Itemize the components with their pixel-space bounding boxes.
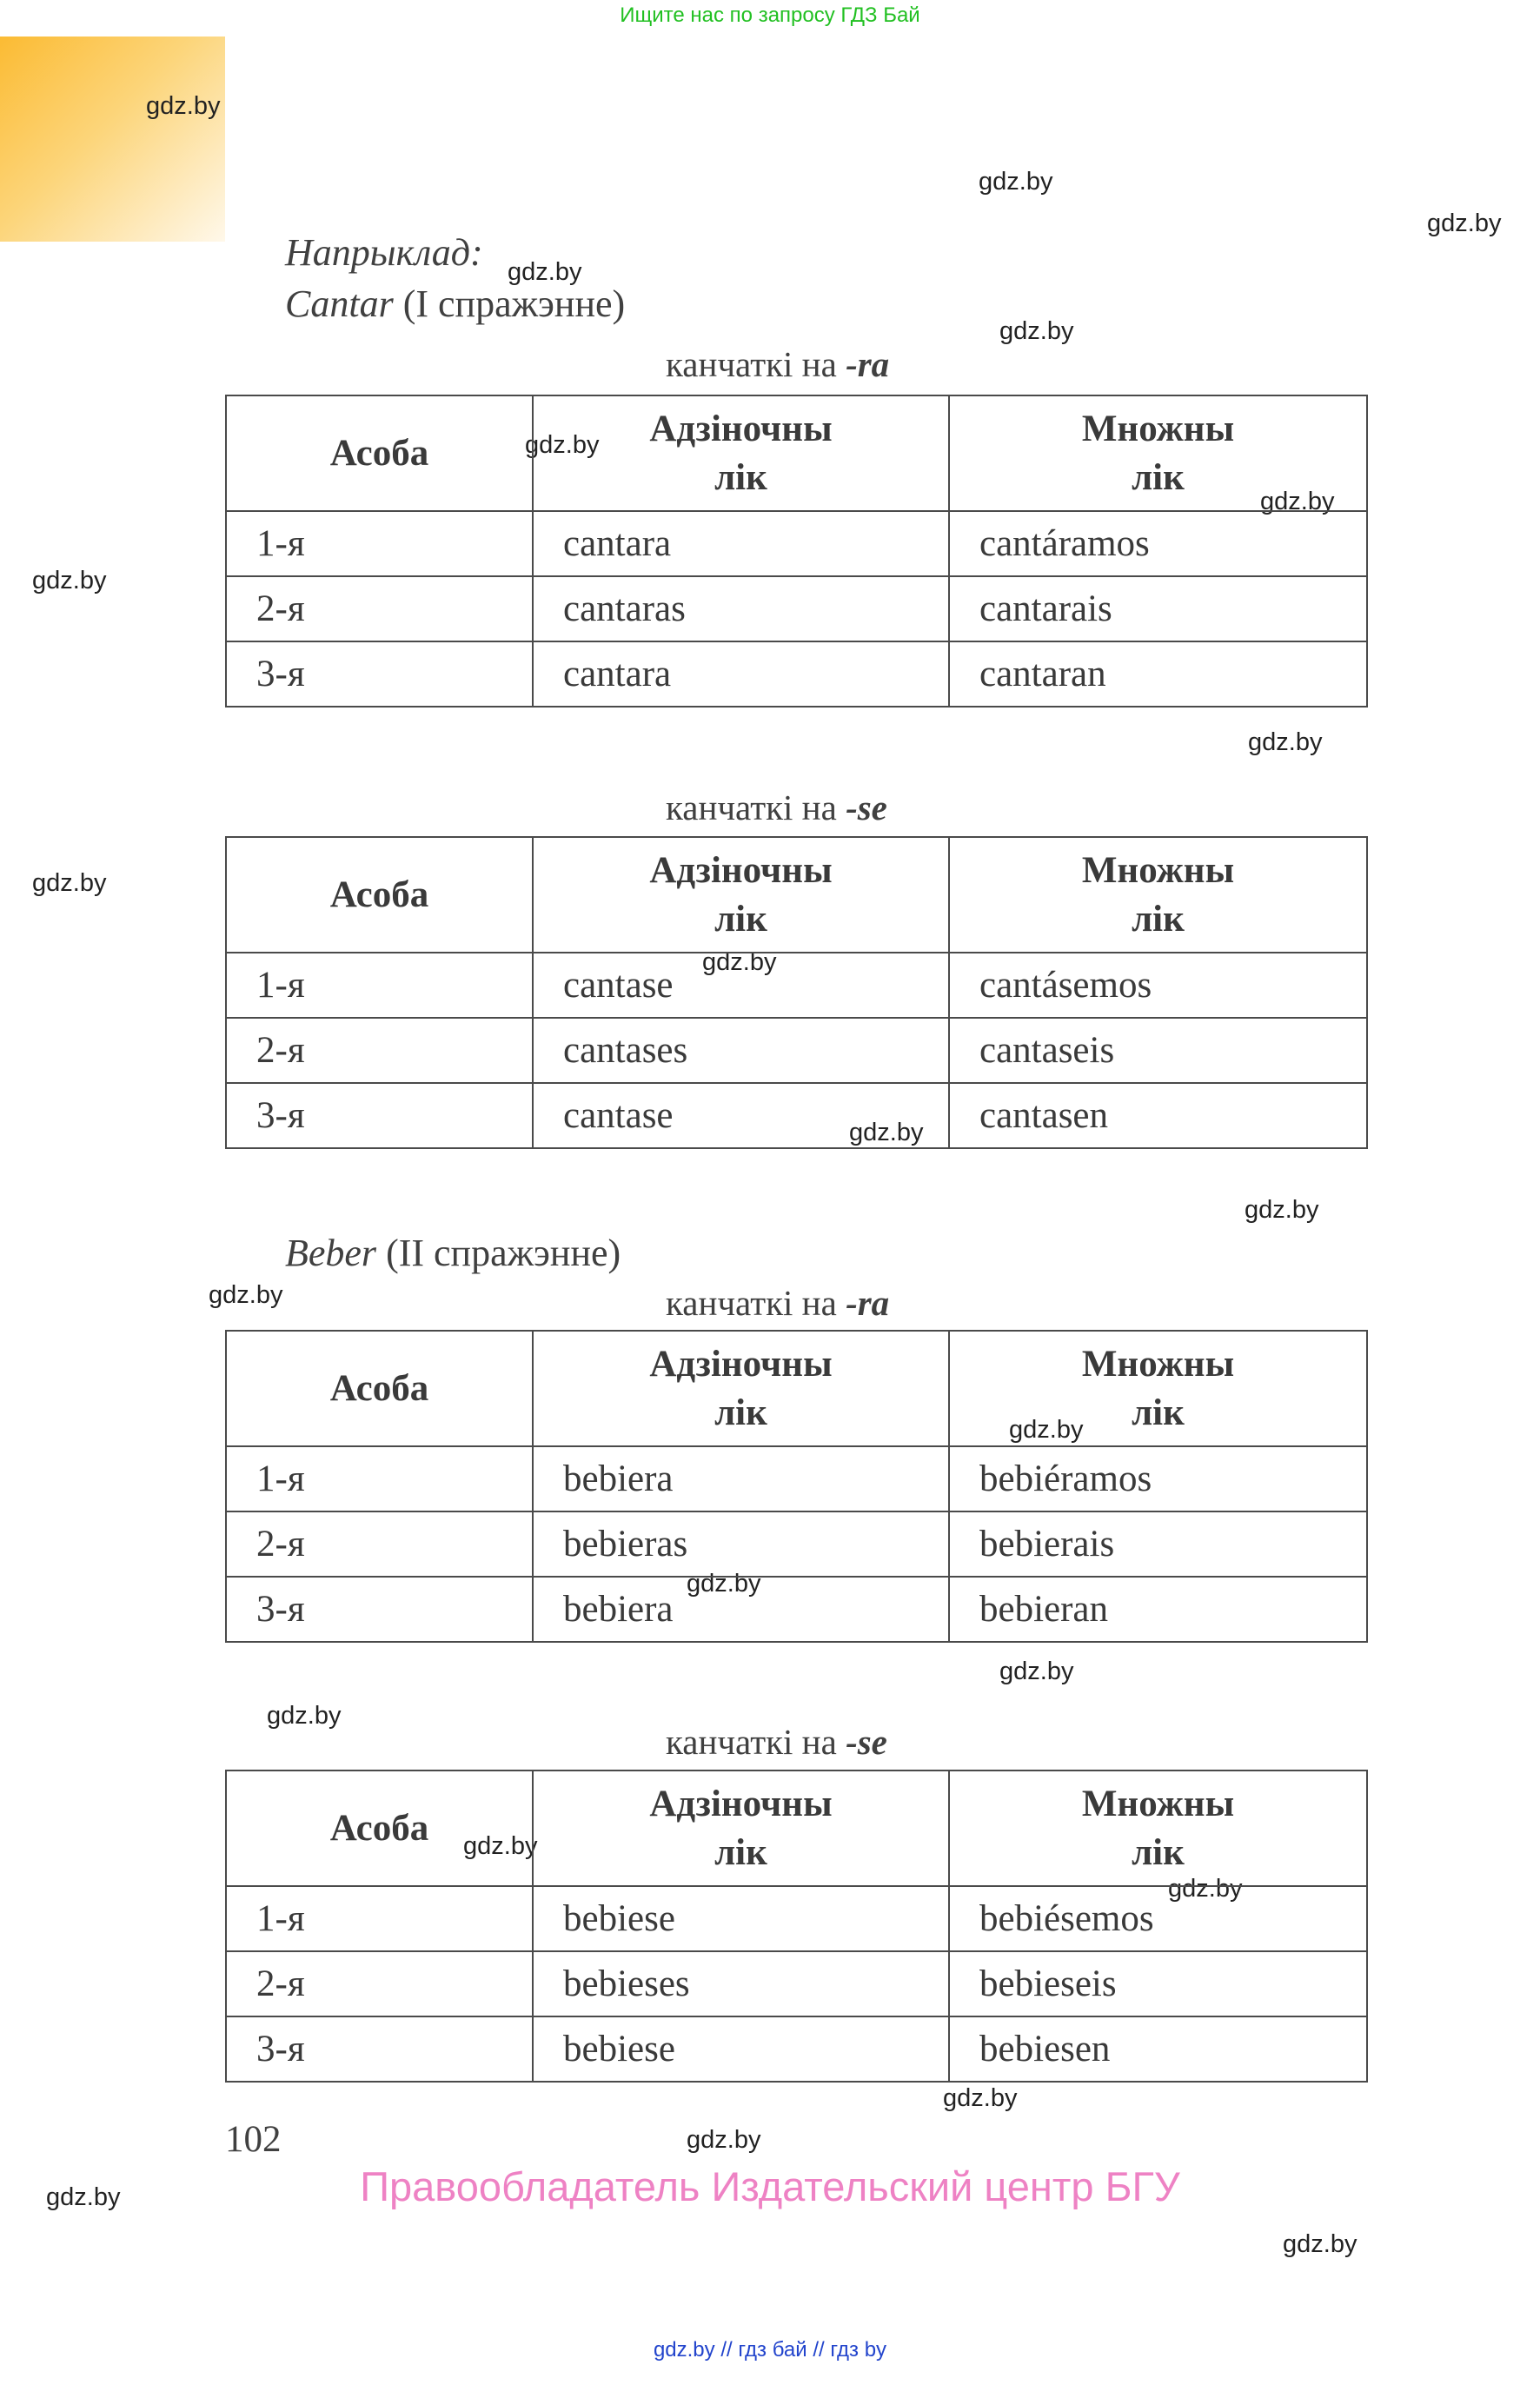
table-cell: cantaras <box>533 576 949 641</box>
table-row <box>226 1511 1367 1577</box>
table-row <box>226 1577 1367 1642</box>
table-cell: bebierais <box>949 1511 1367 1577</box>
table1-caption: канчаткі на -ra <box>666 344 890 384</box>
table-cell: cantásemos <box>949 953 1367 1018</box>
watermark: gdz.by <box>1248 728 1323 756</box>
watermark: gdz.by <box>463 1832 538 1860</box>
verb2-name: Beber <box>285 1232 377 1274</box>
verb2-conj: (II спражэнне) <box>386 1232 621 1274</box>
watermark: gdz.by <box>999 317 1074 345</box>
table-cell: 2-я <box>226 1511 533 1577</box>
watermark: gdz.by <box>508 258 582 286</box>
watermark: gdz.by <box>1427 209 1502 237</box>
table-cell: cantases <box>533 1018 949 1083</box>
table-row <box>226 1018 1367 1083</box>
verb1-name: Cantar <box>285 282 394 325</box>
table-cell: 1-я <box>226 1446 533 1511</box>
verb1-heading <box>285 282 625 326</box>
header-plural: Множны лік <box>949 837 1367 953</box>
table4-beber-se <box>225 1770 1368 2083</box>
table-cell: cantaran <box>949 641 1367 707</box>
table-cell: cantáramos <box>949 511 1367 576</box>
table-cell: 2-я <box>226 1951 533 2016</box>
table-cell: 3-я <box>226 641 533 707</box>
watermark: gdz.by <box>687 2126 761 2154</box>
table-row <box>226 953 1367 1018</box>
watermark: gdz.by <box>999 1658 1074 1685</box>
table-row <box>226 511 1367 576</box>
footer-separator: // <box>720 2338 733 2362</box>
table-cell: 1-я <box>226 953 533 1018</box>
table1-cantar-ra <box>225 395 1368 708</box>
watermark: gdz.by <box>32 869 107 897</box>
rights-holder: Правообладатель Издательский центр БГУ <box>360 2163 1180 2209</box>
header-singular: Адзіночны лік <box>533 395 949 511</box>
table-row <box>226 2016 1367 2082</box>
header-person: Асоба <box>226 1770 533 1886</box>
table-cell: cantara <box>533 641 949 707</box>
table2-cantar-se <box>225 836 1368 1149</box>
table-header-row <box>226 837 1367 953</box>
table-cell: bebieran <box>949 1577 1367 1642</box>
table-cell: cantase <box>533 953 949 1018</box>
verb2-heading <box>285 1231 621 1275</box>
header-plural: Множны лік <box>949 395 1367 511</box>
page-number: 102 <box>225 2119 282 2160</box>
table-cell: bebiesen <box>949 2016 1367 2082</box>
table3-caption: канчаткі на -ra <box>666 1283 890 1323</box>
table-cell: bebiese <box>533 2016 949 2082</box>
table-cell: 3-я <box>226 1577 533 1642</box>
header-person: Асоба <box>226 1331 533 1446</box>
table-cell: cantaseis <box>949 1018 1367 1083</box>
table-header-row <box>226 395 1367 511</box>
table-cell: bebiese <box>533 1886 949 1951</box>
table-cell: cantarais <box>949 576 1367 641</box>
header-singular: Адзіночны лік <box>533 837 949 953</box>
watermark: gdz.by <box>32 567 107 595</box>
table-row <box>226 1951 1367 2016</box>
footer-links <box>0 2338 1540 2362</box>
table-row <box>226 641 1367 707</box>
table-row <box>226 576 1367 641</box>
table-cell: 3-я <box>226 1083 533 1148</box>
table4-caption: канчаткі на -se <box>666 1722 887 1762</box>
table-cell: cantara <box>533 511 949 576</box>
table-cell: cantase <box>533 1083 949 1148</box>
top-note: Ищите нас по запросу ГДЗ Бай <box>620 3 920 27</box>
header-singular: Адзіночны лік <box>533 1331 949 1446</box>
table3-beber-ra <box>225 1330 1368 1643</box>
footer-link-gdz-by-cyr[interactable]: гдз by <box>830 2338 887 2362</box>
watermark: gdz.by <box>1283 2230 1357 2258</box>
table-cell: bebiera <box>533 1577 949 1642</box>
watermark: gdz.by <box>267 1702 342 1730</box>
watermark: gdz.by <box>849 1119 924 1146</box>
table-cell: bebieseis <box>949 1951 1367 2016</box>
table-cell: 1-я <box>226 511 533 576</box>
watermark: gdz.by <box>702 948 777 976</box>
table-cell: 1-я <box>226 1886 533 1951</box>
table-row <box>226 1446 1367 1511</box>
verb1-conj: (I спражэнне) <box>402 282 626 325</box>
header-person: Асоба <box>226 837 533 953</box>
watermark: gdz.by <box>209 1281 283 1309</box>
header-plural: Множны лік <box>949 1331 1367 1446</box>
table-cell: bebiésemos <box>949 1886 1367 1951</box>
table-cell: bebieras <box>533 1511 949 1577</box>
watermark: gdz.by <box>146 92 221 120</box>
table-cell: bebieses <box>533 1951 949 2016</box>
table-cell: 2-я <box>226 576 533 641</box>
table-cell: 2-я <box>226 1018 533 1083</box>
watermark: gdz.by <box>525 431 600 459</box>
watermark: gdz.by <box>1168 1875 1243 1903</box>
header-singular: Адзіночны лік <box>533 1770 949 1886</box>
table-cell: 3-я <box>226 2016 533 2082</box>
watermark: gdz.by <box>46 2183 121 2211</box>
watermark: gdz.by <box>1245 1196 1319 1224</box>
table-row <box>226 1083 1367 1148</box>
watermark: gdz.by <box>979 168 1053 196</box>
footer-separator: // <box>813 2338 825 2362</box>
example-label: Напрыклад: <box>285 231 483 274</box>
table-header-row <box>226 1770 1367 1886</box>
watermark: gdz.by <box>943 2084 1018 2112</box>
corner-decoration <box>0 37 225 242</box>
watermark: gdz.by <box>1009 1416 1084 1444</box>
table-cell: bebiéramos <box>949 1446 1367 1511</box>
table-cell: cantasen <box>949 1083 1367 1148</box>
watermark: gdz.by <box>687 1570 761 1598</box>
watermark: gdz.by <box>1260 488 1335 515</box>
table-header-row <box>226 1331 1367 1446</box>
footer-link-gdz-bai[interactable]: гдз бай <box>738 2338 807 2362</box>
table-row <box>226 1886 1367 1951</box>
header-plural: Множны лік <box>949 1770 1367 1886</box>
table2-caption: канчаткі на -se <box>666 787 887 827</box>
footer-link-gdz-by[interactable]: gdz.by <box>653 2338 715 2362</box>
header-person: Асоба <box>226 395 533 511</box>
table-cell: bebiera <box>533 1446 949 1511</box>
